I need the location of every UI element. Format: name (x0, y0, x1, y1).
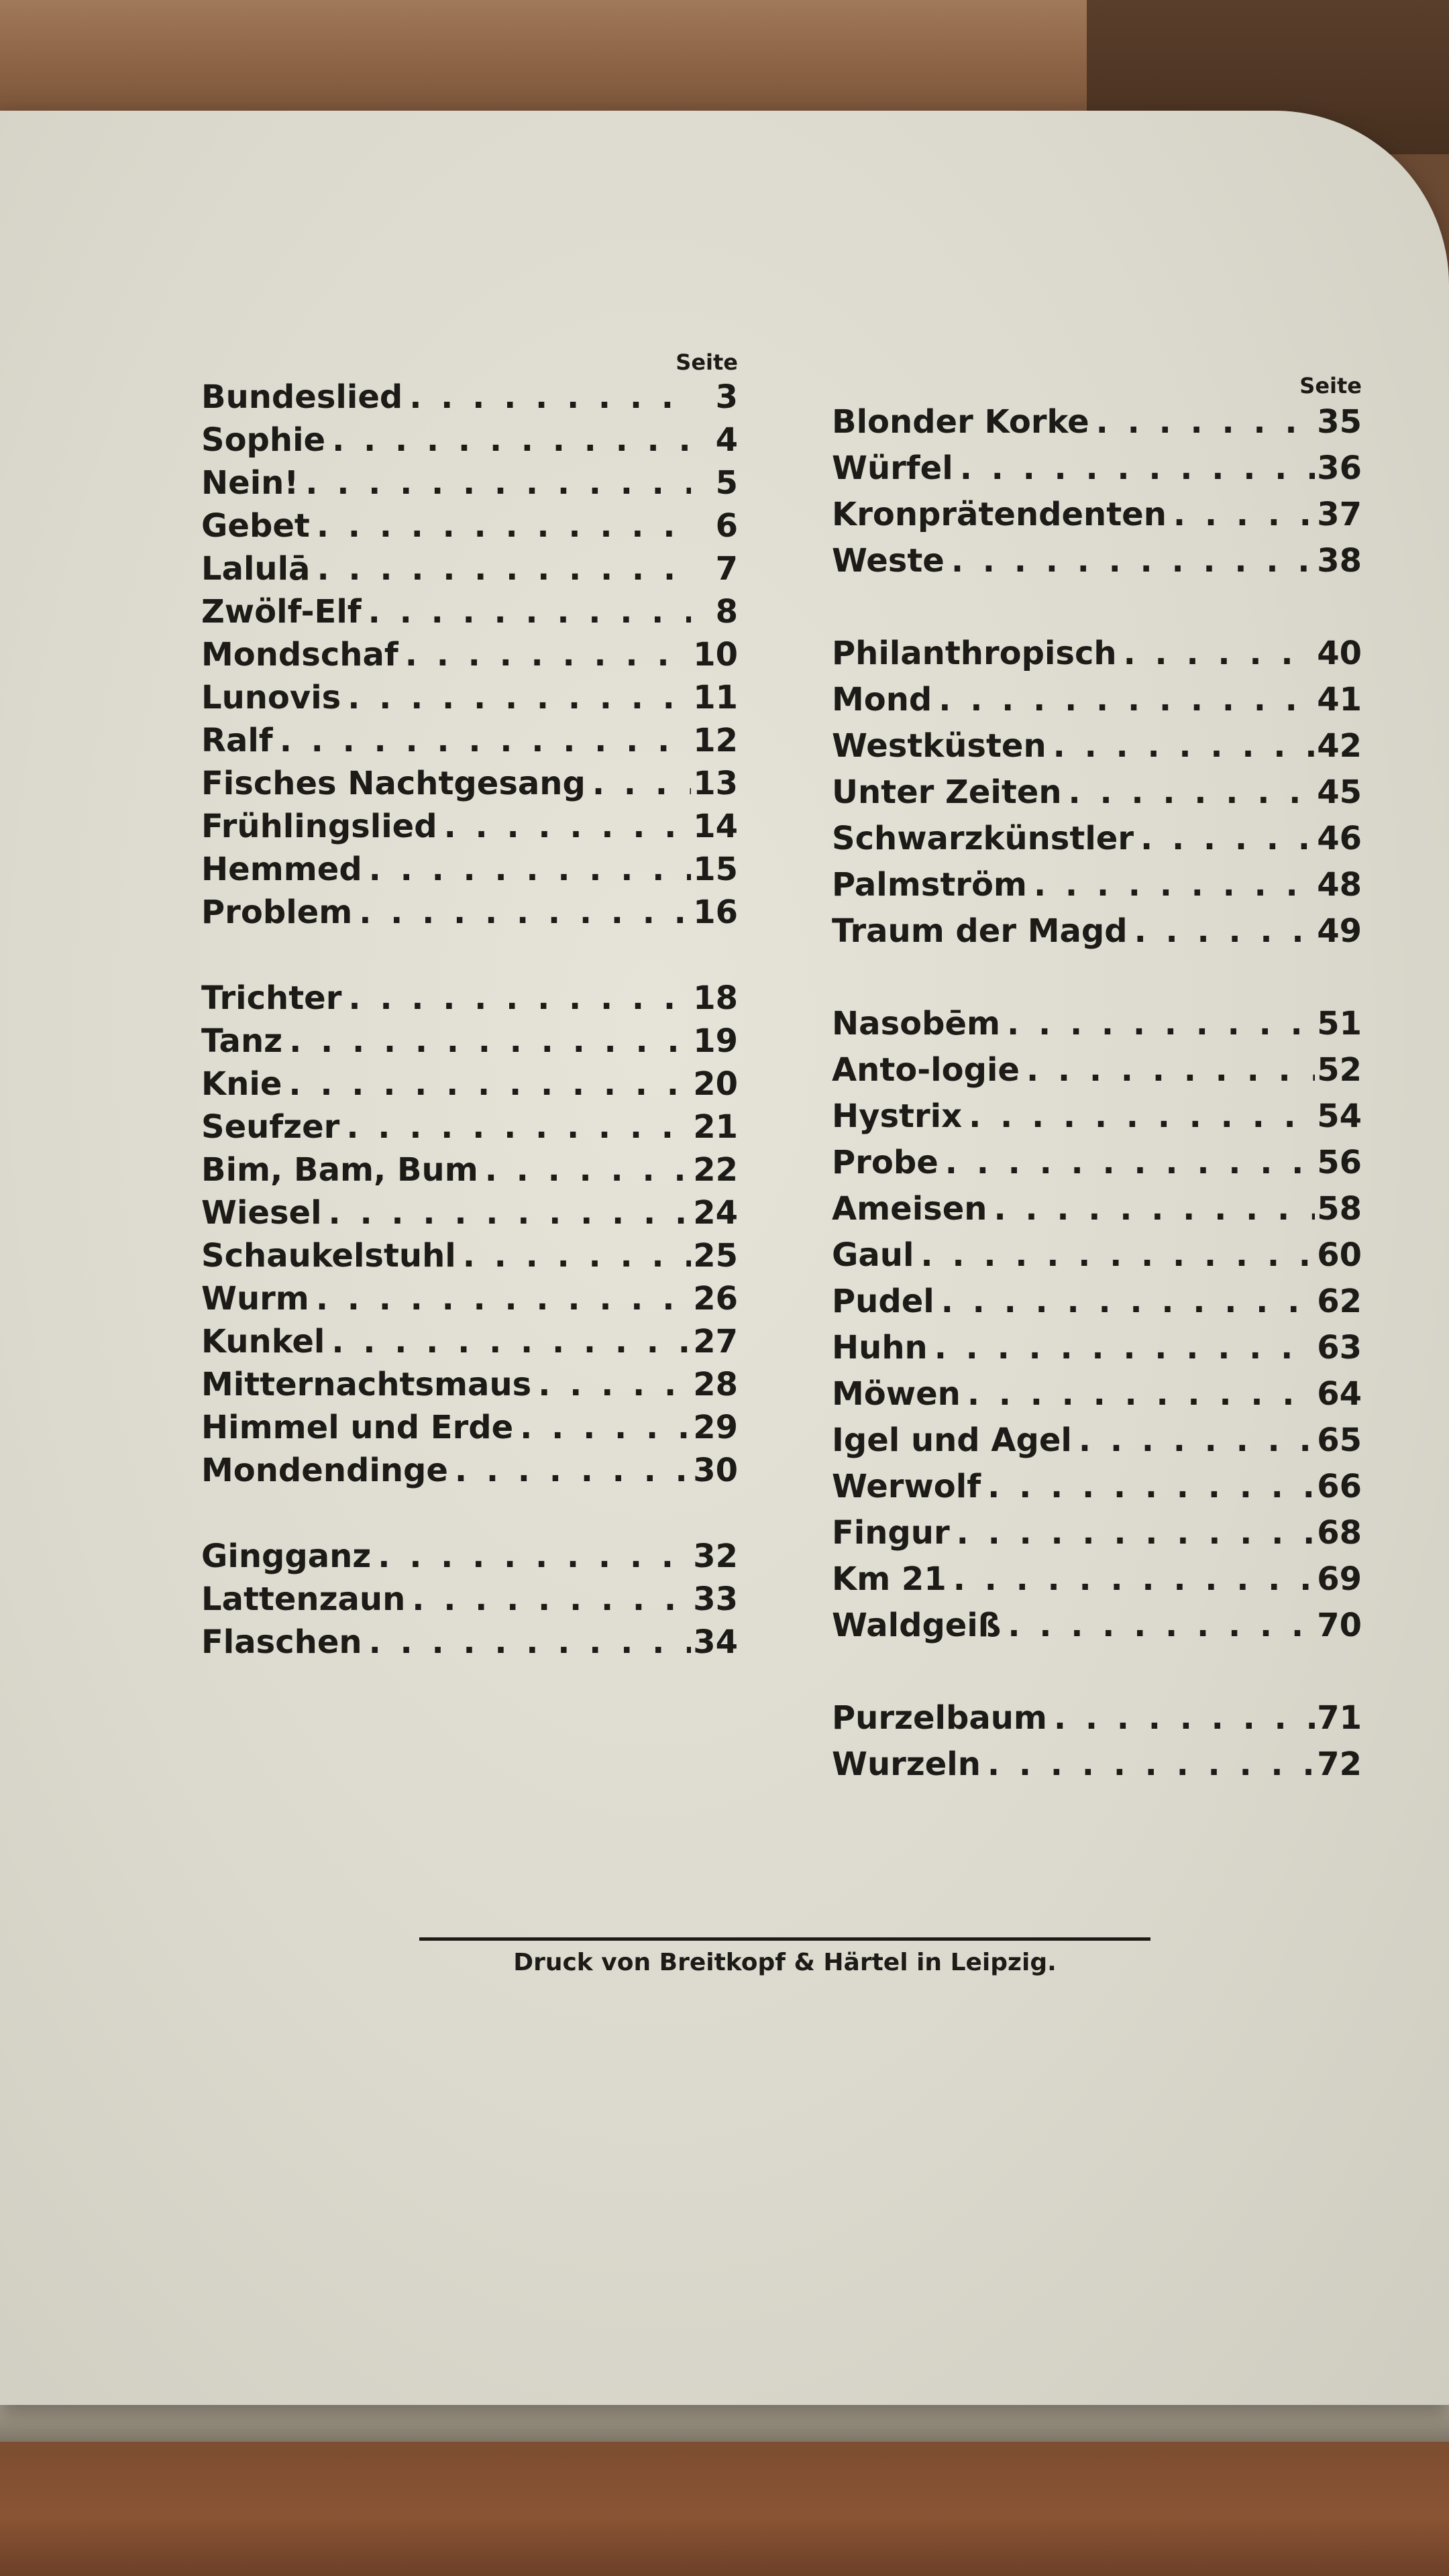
toc-entry (832, 816, 1362, 862)
dot-leader (950, 1510, 1315, 1556)
dot-leader (299, 462, 691, 504)
toc-entry-page: 71 (1317, 1699, 1362, 1737)
dot-leader (310, 547, 691, 590)
dot-leader (456, 1234, 691, 1277)
toc-entry-title: Anto-logie (832, 1051, 1020, 1089)
toc-entry-title: Himmel und Erde (201, 1409, 514, 1446)
toc-entry-title: Möwen (832, 1375, 961, 1413)
toc-entry-page: 34 (693, 1623, 738, 1661)
toc-entry (201, 1234, 738, 1277)
toc-entry-title: Probe (832, 1144, 938, 1181)
toc-entry-page: 11 (693, 679, 738, 716)
toc-entry (201, 891, 738, 934)
toc-entry-page: 36 (1317, 449, 1362, 487)
toc-entry (201, 1106, 738, 1148)
toc-entry-title: Purzelbaum (832, 1699, 1047, 1737)
toc-entry (832, 862, 1362, 908)
toc-entry-page: 66 (1317, 1468, 1362, 1505)
dot-leader (961, 1371, 1315, 1417)
toc-entry (201, 547, 738, 590)
toc-entry-title: Würfel (832, 449, 953, 487)
toc-entry-page: 49 (1317, 912, 1362, 950)
toc-entry-page: 15 (693, 851, 738, 888)
dot-leader (282, 1063, 691, 1106)
toc-entry-page: 3 (715, 378, 738, 416)
dot-leader (1027, 862, 1315, 908)
toc-entry-page: 5 (715, 464, 738, 502)
toc-entry-page: 35 (1317, 403, 1362, 441)
toc-column-right (832, 372, 1362, 1788)
dot-leader (981, 1464, 1315, 1510)
toc-entry (201, 1535, 738, 1578)
toc-entry (832, 1047, 1362, 1093)
toc-entry-title: Ralf (201, 722, 273, 759)
toc-entry-page: 4 (715, 421, 738, 459)
dot-leader (1117, 631, 1315, 677)
dot-leader (322, 1191, 691, 1234)
toc-entry (201, 1406, 738, 1449)
toc-entry-title: Mondschaf (201, 636, 398, 674)
toc-entry-page: 14 (693, 808, 738, 845)
dot-leader (371, 1535, 691, 1578)
dot-leader (1020, 1047, 1315, 1093)
dot-leader (478, 1148, 691, 1191)
dot-leader (1072, 1417, 1315, 1464)
toc-entry (832, 492, 1362, 538)
dot-leader (282, 1020, 691, 1063)
toc-entry (201, 1063, 738, 1106)
toc-entry-page: 26 (693, 1280, 738, 1318)
toc-entry-page: 21 (693, 1108, 738, 1146)
dot-leader (1047, 1695, 1315, 1741)
toc-entry (201, 676, 738, 719)
dot-leader (1046, 723, 1315, 769)
toc-entry (201, 1277, 738, 1320)
dot-leader (928, 1325, 1315, 1371)
toc-entry (201, 1148, 738, 1191)
toc-entry-title: Km 21 (832, 1560, 947, 1598)
toc-entry-title: Gaul (832, 1236, 914, 1274)
dot-leader (932, 677, 1315, 723)
dot-leader (362, 848, 691, 891)
dot-leader (310, 504, 691, 547)
toc-entry-title: Bim, Bam, Bum (201, 1151, 478, 1189)
dot-leader (947, 1556, 1315, 1603)
toc-entry-title: Mondendinge (201, 1452, 448, 1489)
toc-entry-page: 72 (1317, 1746, 1362, 1783)
toc-entry (201, 719, 738, 762)
toc-entry-title: Philanthropisch (832, 635, 1117, 672)
printer-imprint: Druck von Breitkopf & Härtel in Leipzig. (513, 1949, 1057, 1976)
toc-entry-page: 70 (1317, 1607, 1362, 1644)
toc-entry (201, 848, 738, 891)
toc-entry-title: Nein! (201, 464, 299, 502)
group-spacer (832, 955, 1362, 1001)
toc-entry-page: 58 (1317, 1190, 1362, 1228)
toc-entry-title: Lalulā (201, 550, 311, 588)
toc-entry-title: Fingur (832, 1514, 950, 1552)
toc-entry-title: Unter Zeiten (832, 773, 1062, 811)
toc-entry-page: 18 (693, 979, 738, 1017)
group-spacer (832, 584, 1362, 631)
dot-leader (1062, 769, 1315, 816)
toc-entry-page: 40 (1317, 635, 1362, 672)
toc-entry-page: 38 (1317, 542, 1362, 580)
toc-entry (201, 1363, 738, 1406)
toc-entry-title: Hemmed (201, 851, 362, 888)
dot-leader (325, 1320, 691, 1363)
toc-entry-title: Igel und Agel (832, 1421, 1072, 1459)
toc-entry (832, 1603, 1362, 1649)
toc-column-left (201, 349, 738, 1664)
dot-leader (352, 891, 691, 934)
toc-entry-title: Fisches Nachtgesang (201, 765, 586, 802)
toc-entry (201, 1191, 738, 1234)
toc-entry (201, 762, 738, 805)
toc-entry-page: 63 (1317, 1329, 1362, 1366)
toc-entry-title: Gingganz (201, 1538, 372, 1575)
footer-rule (419, 1937, 1150, 1941)
toc-entry (201, 977, 738, 1020)
dot-leader (362, 1621, 691, 1664)
dot-leader (1167, 492, 1315, 538)
toc-entry (201, 1621, 738, 1664)
toc-entry-title: Schwarzkünstler (832, 820, 1134, 857)
dot-leader (341, 977, 691, 1020)
toc-entry-title: Mitternachtsmaus (201, 1366, 532, 1403)
dot-leader (1001, 1603, 1315, 1649)
dot-leader (531, 1363, 691, 1406)
toc-entry (832, 1464, 1362, 1510)
toc-entry-title: Blonder Korke (832, 403, 1089, 441)
toc-entry-title: Flaschen (201, 1623, 362, 1661)
toc-entry (832, 1371, 1362, 1417)
toc-entry-title: Problem (201, 894, 353, 931)
toc-entry (832, 1556, 1362, 1603)
dot-leader (981, 1741, 1315, 1788)
dot-leader (1000, 1001, 1315, 1047)
toc-entry-title: Wiesel (201, 1194, 322, 1232)
toc-entry-title: Schaukelstuhl (201, 1237, 456, 1275)
toc-entry (201, 805, 738, 848)
toc-entry (201, 1578, 738, 1621)
toc-entry-title: Kronprätendenten (832, 496, 1167, 533)
toc-entry (832, 677, 1362, 723)
toc-entry (832, 538, 1362, 584)
toc-entry-page: 30 (693, 1452, 738, 1489)
group-spacer (832, 1649, 1362, 1695)
toc-entry-page: 16 (693, 894, 738, 931)
dot-leader (448, 1449, 691, 1492)
toc-entries-right (832, 399, 1362, 1788)
dot-leader (309, 1277, 691, 1320)
toc-entry-page: 27 (693, 1323, 738, 1360)
dot-leader (405, 1578, 691, 1621)
toc-entry (832, 1417, 1362, 1464)
toc-entry-title: Bundeslied (201, 378, 403, 416)
dot-leader (339, 1106, 691, 1148)
toc-entry-title: Sophie (201, 421, 326, 459)
toc-entry-title: Gebet (201, 507, 310, 545)
toc-entry-page: 62 (1317, 1283, 1362, 1320)
toc-entry (832, 908, 1362, 955)
toc-entry-title: Knie (201, 1065, 282, 1103)
toc-entry (832, 723, 1362, 769)
toc-entry-page: 45 (1317, 773, 1362, 811)
toc-entry-title: Waldgeiß (832, 1607, 1002, 1644)
toc-entry (201, 419, 738, 462)
dot-leader (341, 676, 691, 719)
toc-entry-title: Weste (832, 542, 945, 580)
toc-entry-page: 12 (693, 722, 738, 759)
toc-entry-page: 19 (693, 1022, 738, 1060)
toc-entry (832, 1279, 1362, 1325)
toc-entry-title: Palmström (832, 866, 1027, 904)
page-column-header: Seite (676, 350, 738, 375)
toc-entry (201, 633, 738, 676)
group-spacer (201, 934, 738, 977)
toc-entry-title: Frühlingslied (201, 808, 437, 845)
toc-entry-page: 32 (693, 1538, 738, 1575)
wooden-table-bottom (0, 2428, 1449, 2576)
page-column-header: Seite (1299, 373, 1362, 398)
toc-entry-page: 29 (693, 1409, 738, 1446)
toc-entry (832, 631, 1362, 677)
toc-entry-page: 69 (1317, 1560, 1362, 1598)
toc-entry-page: 54 (1317, 1097, 1362, 1135)
toc-entry-title: Mond (832, 681, 932, 718)
dot-leader (325, 419, 691, 462)
toc-entries-left (201, 376, 738, 1664)
toc-entry-title: Pudel (832, 1283, 934, 1320)
toc-entry-title: Trichter (201, 979, 342, 1017)
dot-leader (586, 762, 691, 805)
toc-entry-title: Wurzeln (832, 1746, 981, 1783)
toc-entry-title: Nasobēm (832, 1005, 1001, 1042)
toc-entry-title: Wurm (201, 1280, 309, 1318)
toc-entry-page: 20 (693, 1065, 738, 1103)
dot-leader (938, 1140, 1315, 1186)
toc-entry (201, 1449, 738, 1492)
toc-entry-title: Seufzer (201, 1108, 340, 1146)
toc-entry-title: Kunkel (201, 1323, 325, 1360)
dot-leader (945, 538, 1315, 584)
toc-entry (201, 462, 738, 504)
dot-leader (273, 719, 691, 762)
dot-leader (1128, 908, 1315, 955)
toc-entry-page: 46 (1317, 820, 1362, 857)
toc-entry (832, 1741, 1362, 1788)
toc-entry-title: Zwölf-Elf (201, 593, 362, 631)
toc-entry-page: 8 (715, 593, 738, 631)
toc-entry-page: 22 (693, 1151, 738, 1189)
toc-entry (832, 1325, 1362, 1371)
toc-entry-page: 37 (1317, 496, 1362, 533)
dot-leader (987, 1186, 1315, 1232)
toc-entry-page: 33 (693, 1580, 738, 1618)
toc-entry-page: 41 (1317, 681, 1362, 718)
group-spacer (201, 1492, 738, 1535)
toc-entry (201, 504, 738, 547)
toc-entry-title: Traum der Magd (832, 912, 1128, 950)
toc-entry-title: Lunovis (201, 679, 341, 716)
toc-entry-title: Huhn (832, 1329, 928, 1366)
toc-entry (832, 1695, 1362, 1741)
toc-entry-title: Westküsten (832, 727, 1046, 765)
dot-leader (953, 445, 1315, 492)
toc-entry-page: 65 (1317, 1421, 1362, 1459)
toc-entry-page: 6 (715, 507, 738, 545)
toc-entry-page: 52 (1317, 1051, 1362, 1089)
toc-entry-page: 48 (1317, 866, 1362, 904)
dot-leader (934, 1279, 1315, 1325)
toc-entry-title: Lattenzaun (201, 1580, 406, 1618)
toc-entry-page: 56 (1317, 1144, 1362, 1181)
toc-entry (832, 1186, 1362, 1232)
dot-leader (362, 590, 691, 633)
dot-leader (962, 1093, 1315, 1140)
toc-entry-title: Ameisen (832, 1190, 987, 1228)
toc-entry (201, 376, 738, 419)
toc-entry (832, 1093, 1362, 1140)
toc-entry-title: Tanz (201, 1022, 283, 1060)
dot-leader (437, 805, 691, 848)
dot-leader (398, 633, 691, 676)
toc-entry-page: 25 (693, 1237, 738, 1275)
toc-entry-page: 13 (693, 765, 738, 802)
toc-entry-page: 42 (1317, 727, 1362, 765)
toc-entry (832, 399, 1362, 445)
toc-entry-title: Werwolf (832, 1468, 981, 1505)
dot-leader (1134, 816, 1315, 862)
dot-leader (402, 376, 691, 419)
toc-entry (201, 590, 738, 633)
dot-leader (914, 1232, 1315, 1279)
toc-entry (832, 769, 1362, 816)
dot-leader (1089, 399, 1315, 445)
toc-entry-page: 51 (1317, 1005, 1362, 1042)
toc-entry (832, 1232, 1362, 1279)
toc-entry-title: Hystrix (832, 1097, 963, 1135)
toc-entry (832, 1001, 1362, 1047)
toc-entry-page: 10 (693, 636, 738, 674)
toc-entry (201, 1320, 738, 1363)
toc-entry-page: 64 (1317, 1375, 1362, 1413)
dot-leader (513, 1406, 691, 1449)
toc-entry-page: 7 (715, 550, 738, 588)
toc-entry (201, 1020, 738, 1063)
toc-entry-page: 68 (1317, 1514, 1362, 1552)
toc-entry-page: 24 (693, 1194, 738, 1232)
toc-entry (832, 1140, 1362, 1186)
toc-entry (832, 1510, 1362, 1556)
toc-entry (832, 445, 1362, 492)
toc-entry-page: 60 (1317, 1236, 1362, 1274)
toc-entry-page: 28 (693, 1366, 738, 1403)
